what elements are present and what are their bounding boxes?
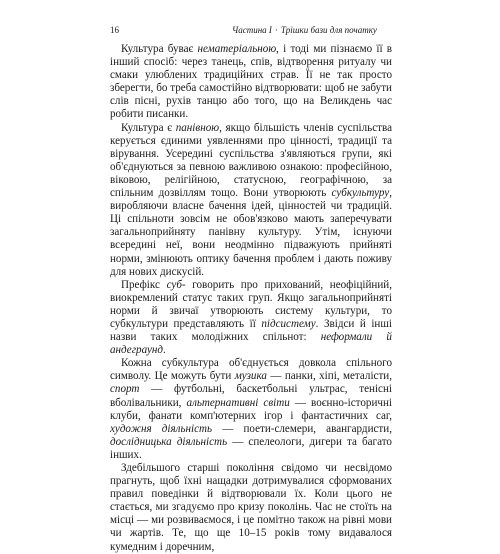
text-run: — спелеологи, дигери та багато інших. xyxy=(110,435,392,461)
paragraph xyxy=(110,122,392,279)
emphasized-text: суб- xyxy=(166,278,186,291)
text-run: Префікс xyxy=(121,278,167,291)
page-number: 16 xyxy=(110,25,119,35)
text-run: Культура є xyxy=(121,121,176,134)
running-head-part: Частина I xyxy=(232,25,272,35)
paragraph xyxy=(110,43,392,122)
emphasized-text: музика xyxy=(234,370,267,383)
text-run: . xyxy=(163,344,166,357)
emphasized-text: альтернативні світи xyxy=(186,396,290,409)
paragraph xyxy=(110,279,392,358)
emphasized-text: панівною xyxy=(175,121,220,134)
emphasized-text: субкультуру xyxy=(331,187,390,200)
paragraph xyxy=(110,357,392,462)
emphasized-text: дослідницька діяльність xyxy=(110,435,228,448)
text-run: , якщо більшість членів суспільства керується єдиними уявленнями про цінності, традиції та вірування. Усередині суспільства з'являються групи, які об'єднуються за певною важливою ознакою: професійною, віковою, релігійною, статусною, географічною, за спільним дозвіллям тощо. Вони утворюють xyxy=(110,121,392,200)
text-run: . Звідси й інші назви таких молодіжних спільнот: xyxy=(110,317,392,344)
text-run: — панки, хіпі, металісти, xyxy=(266,370,393,383)
text-run: , виробляючи власне бачення ідей, цінностей чи традицій. Ці спільноти зовсім не обов'язково мають заперечувати загальноприйняту панівну культуру. Утім, існуючи всередині неї, вони неодмінно підважують прийняті норми, змінюють оптику бачення проблем і дають поживу для нових дискусій. xyxy=(110,187,392,278)
running-head-section: Трішки бази для початку xyxy=(280,25,377,35)
body-text xyxy=(110,43,392,554)
text-run: Кожна субкультура об'єднується довкола спільного символу. Це можуть бути xyxy=(110,357,392,383)
text-run: — воєнно-історичні клуби, фанати комп'ютерних ігор і фантастичних саг, xyxy=(110,396,392,422)
running-head-separator: · xyxy=(274,25,278,35)
emphasized-text: підсистему xyxy=(261,317,316,330)
text-run: говорить про прихований, неофіційний, виокремлений статус таких груп. Якщо загальноприйняті норми й звичаї утворюють систему культури, то субкультури представляють її xyxy=(110,278,392,330)
running-head xyxy=(232,25,377,35)
text-run: Здебільшого старші покоління свідомо чи несвідомо прагнуть, щоб їхні нащадки дотримувалися сформованих правил поведінки й відтворювали їх. Коли цього не стається, ми згадуємо про кризу поколінь. Час не стоїть на місці — ми розвиваємося, і це помітно також на рівні мови чи жартів. Те, що ще 10–15 років тому видавалося кумедним і доречним, xyxy=(110,462,392,553)
text-run: , і тоді ми пізнаємо її в інший спосіб: через танець, спів, відтворення ритуалу чи смаки улюблених традиційних страв. Її не так просто зберегти, бо треба самостійно відтворювати: щоб не забути слів пісні, рухів танцю або того, що на Великдень час робити писанки. xyxy=(110,43,392,121)
emphasized-text: спорт xyxy=(110,383,140,396)
text-run: — поети-слемери, авангардисти, xyxy=(212,422,392,435)
emphasized-text: художня діяльність xyxy=(110,422,213,435)
emphasized-text: нематеріальною xyxy=(197,43,277,55)
paragraph xyxy=(110,462,392,554)
text-run: — футбольні, баскетбольні ультрас, тенісні вболівальники, xyxy=(110,383,392,409)
text-run: Культура буває xyxy=(121,43,198,55)
emphasized-text: неформали й андеграунд xyxy=(110,331,392,357)
